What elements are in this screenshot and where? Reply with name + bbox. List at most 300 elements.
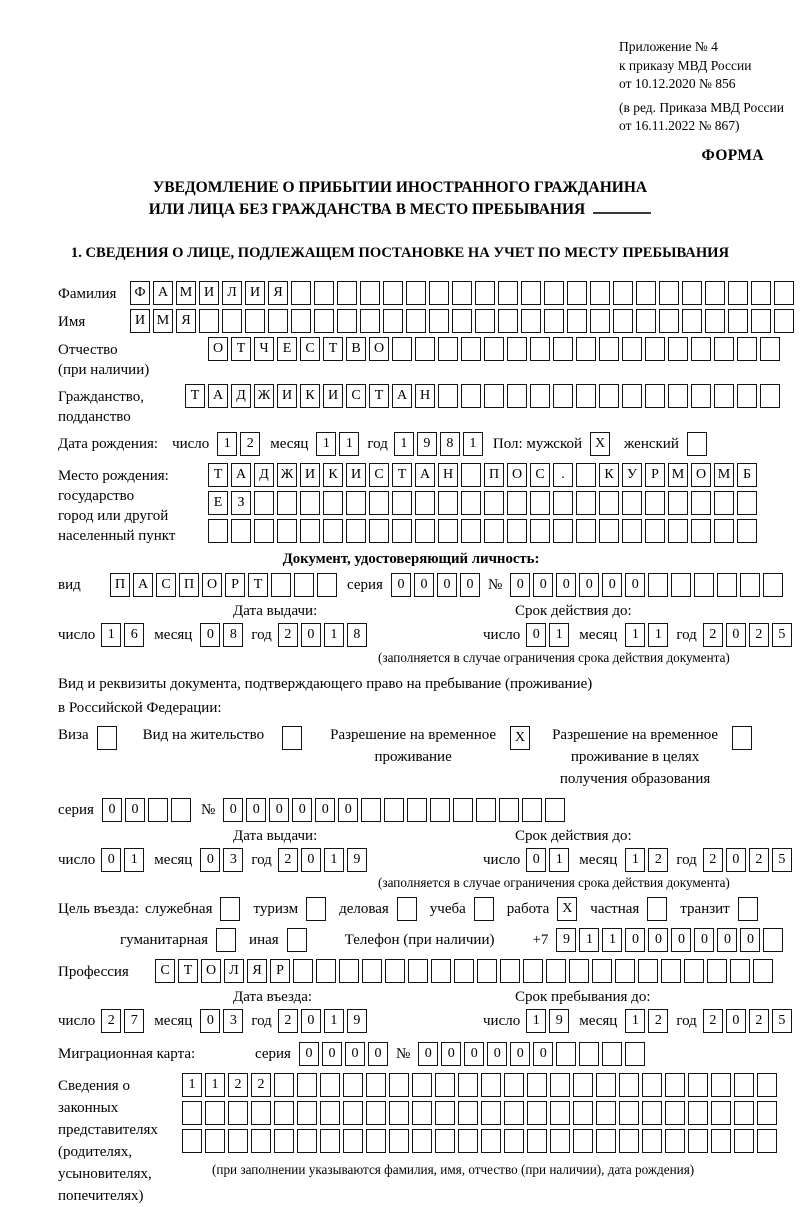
surname-cell-11[interactable] xyxy=(360,281,380,305)
permit-series-cell-4[interactable] xyxy=(171,798,191,822)
doc-kind-cell-10[interactable] xyxy=(317,573,337,597)
birth-place-line2-cell-2[interactable]: З xyxy=(231,491,251,515)
citizenship-cell-16[interactable] xyxy=(530,384,550,408)
sex-female-checkbox-cell-1[interactable] xyxy=(687,432,707,456)
birth-place-line1-cell-17[interactable] xyxy=(576,463,596,487)
phone-number-cell-5[interactable]: 0 xyxy=(648,928,668,952)
profession-cell-20[interactable] xyxy=(592,959,612,983)
migration-number-cell-5[interactable]: 0 xyxy=(510,1042,530,1066)
legal-reps-line1-cell-13[interactable] xyxy=(458,1073,478,1097)
surname-cell-2[interactable]: А xyxy=(153,281,173,305)
legal-reps-line3-cell-9[interactable] xyxy=(366,1129,386,1153)
patronymic-cell-6[interactable]: Т xyxy=(323,337,343,361)
birth-day-cell-1[interactable]: 1 xyxy=(217,432,237,456)
birth-place-line3-cell-21[interactable] xyxy=(668,519,688,543)
entry-year-cell-2[interactable]: 0 xyxy=(301,1009,321,1033)
doc-kind-cell-5[interactable]: О xyxy=(202,573,222,597)
identity-valid-year-cell-1[interactable]: 2 xyxy=(703,623,723,647)
permit-issue-month-cell-2[interactable]: 3 xyxy=(223,848,243,872)
birth-place-line3-cell-4[interactable] xyxy=(277,519,297,543)
birth-place-line3-cell-11[interactable] xyxy=(438,519,458,543)
birth-place-line2-cell-22[interactable] xyxy=(691,491,711,515)
permit-valid-month-cell-1[interactable]: 1 xyxy=(625,848,645,872)
identity-issue-day-cell-2[interactable]: 6 xyxy=(124,623,144,647)
given-name-cell-8[interactable] xyxy=(291,309,311,333)
legal-reps-line2-cell-5[interactable] xyxy=(274,1101,294,1125)
legal-reps-line2-cell-14[interactable] xyxy=(481,1101,501,1125)
permit-number-cell-9[interactable] xyxy=(407,798,427,822)
citizenship-cell-7[interactable]: И xyxy=(323,384,343,408)
migration-number-cell-7[interactable] xyxy=(556,1042,576,1066)
birth-place-line1-cell-2[interactable]: А xyxy=(231,463,251,487)
birth-place-line1-cell-24[interactable]: Б xyxy=(737,463,757,487)
identity-valid-month-cell-2[interactable]: 1 xyxy=(648,623,668,647)
patronymic-cell-18[interactable] xyxy=(599,337,619,361)
education-permit-checkbox-cell-1[interactable] xyxy=(732,726,752,750)
patronymic-cell-15[interactable] xyxy=(530,337,550,361)
phone-number-cell-3[interactable]: 1 xyxy=(602,928,622,952)
legal-reps-line3-cell-1[interactable] xyxy=(182,1129,202,1153)
citizenship-cell-24[interactable] xyxy=(714,384,734,408)
birth-place-line2-cell-13[interactable] xyxy=(484,491,504,515)
patronymic-cell-20[interactable] xyxy=(645,337,665,361)
patronymic-cell-17[interactable] xyxy=(576,337,596,361)
birth-year-cell-1[interactable]: 1 xyxy=(394,432,414,456)
birth-place-line2-cell-23[interactable] xyxy=(714,491,734,515)
migration-number-cell-10[interactable] xyxy=(625,1042,645,1066)
birth-place-line3-cell-16[interactable] xyxy=(553,519,573,543)
legal-reps-line2-cell-23[interactable] xyxy=(688,1101,708,1125)
legal-reps-line1-cell-12[interactable] xyxy=(435,1073,455,1097)
stay-month-cell-2[interactable]: 2 xyxy=(648,1009,668,1033)
permit-number-cell-13[interactable] xyxy=(499,798,519,822)
birth-year-cell-3[interactable]: 8 xyxy=(440,432,460,456)
identity-valid-month-cell-1[interactable]: 1 xyxy=(625,623,645,647)
purpose-inaya-checkbox-cell-1[interactable] xyxy=(287,928,307,952)
permit-number-cell-12[interactable] xyxy=(476,798,496,822)
birth-place-line1-cell-9[interactable]: Т xyxy=(392,463,412,487)
citizenship-cell-10[interactable]: А xyxy=(392,384,412,408)
birth-place-line2-cell-7[interactable] xyxy=(346,491,366,515)
citizenship-cell-22[interactable] xyxy=(668,384,688,408)
patronymic-cell-19[interactable] xyxy=(622,337,642,361)
profession-cell-3[interactable]: О xyxy=(201,959,221,983)
birth-place-line2-cell-8[interactable] xyxy=(369,491,389,515)
birth-place-line2-cell-19[interactable] xyxy=(622,491,642,515)
given-name-cell-1[interactable]: И xyxy=(130,309,150,333)
identity-issue-year-cell-2[interactable]: 0 xyxy=(301,623,321,647)
legal-reps-line3-cell-19[interactable] xyxy=(596,1129,616,1153)
legal-reps-line1-cell-8[interactable] xyxy=(343,1073,363,1097)
birth-place-line1-cell-10[interactable]: А xyxy=(415,463,435,487)
citizenship-cell-9[interactable]: Т xyxy=(369,384,389,408)
migration-number-cell-2[interactable]: 0 xyxy=(441,1042,461,1066)
legal-reps-line3-cell-26[interactable] xyxy=(757,1129,777,1153)
legal-reps-line1-cell-18[interactable] xyxy=(573,1073,593,1097)
birth-place-line3-cell-12[interactable] xyxy=(461,519,481,543)
given-name-cell-19[interactable] xyxy=(544,309,564,333)
surname-cell-21[interactable] xyxy=(590,281,610,305)
legal-reps-line1-cell-11[interactable] xyxy=(412,1073,432,1097)
birth-place-line1-cell-13[interactable]: П xyxy=(484,463,504,487)
phone-number-cell-9[interactable]: 0 xyxy=(740,928,760,952)
identity-issue-year-cell-3[interactable]: 1 xyxy=(324,623,344,647)
citizenship-cell-2[interactable]: А xyxy=(208,384,228,408)
entry-month-cell-1[interactable]: 0 xyxy=(200,1009,220,1033)
sex-male-checkbox-cell-1[interactable]: X xyxy=(590,432,610,456)
legal-reps-line3-cell-20[interactable] xyxy=(619,1129,639,1153)
surname-cell-6[interactable]: И xyxy=(245,281,265,305)
profession-cell-19[interactable] xyxy=(569,959,589,983)
purpose-sluzhebnaya-checkbox-cell-1[interactable] xyxy=(220,897,240,921)
surname-cell-18[interactable] xyxy=(521,281,541,305)
surname-cell-14[interactable] xyxy=(429,281,449,305)
legal-reps-line2-cell-11[interactable] xyxy=(412,1101,432,1125)
legal-reps-line1-cell-17[interactable] xyxy=(550,1073,570,1097)
phone-number-cell-7[interactable]: 0 xyxy=(694,928,714,952)
doc-kind-cell-9[interactable] xyxy=(294,573,314,597)
legal-reps-line2-cell-4[interactable] xyxy=(251,1101,271,1125)
migration-number-cell-8[interactable] xyxy=(579,1042,599,1066)
permit-number-cell-5[interactable]: 0 xyxy=(315,798,335,822)
surname-cell-20[interactable] xyxy=(567,281,587,305)
birth-place-line1-cell-22[interactable]: О xyxy=(691,463,711,487)
birth-day-cell-2[interactable]: 2 xyxy=(240,432,260,456)
legal-reps-line3-cell-14[interactable] xyxy=(481,1129,501,1153)
permit-number-cell-6[interactable]: 0 xyxy=(338,798,358,822)
surname-cell-16[interactable] xyxy=(475,281,495,305)
given-name-cell-14[interactable] xyxy=(429,309,449,333)
purpose-turizm-checkbox-cell-1[interactable] xyxy=(306,897,326,921)
permit-valid-month-cell-2[interactable]: 2 xyxy=(648,848,668,872)
permit-number-cell-4[interactable]: 0 xyxy=(292,798,312,822)
doc-kind-cell-1[interactable]: П xyxy=(110,573,130,597)
stay-month-cell-1[interactable]: 1 xyxy=(625,1009,645,1033)
doc-number-cell-3[interactable]: 0 xyxy=(556,573,576,597)
legal-reps-line3-cell-23[interactable] xyxy=(688,1129,708,1153)
permit-series-cell-2[interactable]: 0 xyxy=(125,798,145,822)
legal-reps-line1-cell-7[interactable] xyxy=(320,1073,340,1097)
legal-reps-line1-cell-21[interactable] xyxy=(642,1073,662,1097)
given-name-cell-9[interactable] xyxy=(314,309,334,333)
birth-place-line1-cell-14[interactable]: О xyxy=(507,463,527,487)
birth-place-line1-cell-16[interactable]: . xyxy=(553,463,573,487)
birth-place-line1-cell-7[interactable]: И xyxy=(346,463,366,487)
identity-valid-day-cell-2[interactable]: 1 xyxy=(549,623,569,647)
doc-number-cell-5[interactable]: 0 xyxy=(602,573,622,597)
legal-reps-line1-cell-19[interactable] xyxy=(596,1073,616,1097)
legal-reps-line2-cell-3[interactable] xyxy=(228,1101,248,1125)
permit-valid-year-cell-4[interactable]: 5 xyxy=(772,848,792,872)
surname-cell-13[interactable] xyxy=(406,281,426,305)
birth-year-cell-2[interactable]: 9 xyxy=(417,432,437,456)
legal-reps-line1-cell-4[interactable]: 2 xyxy=(251,1073,271,1097)
legal-reps-line2-cell-25[interactable] xyxy=(734,1101,754,1125)
surname-cell-19[interactable] xyxy=(544,281,564,305)
birth-place-line2-cell-9[interactable] xyxy=(392,491,412,515)
birth-place-line1-cell-11[interactable]: Н xyxy=(438,463,458,487)
given-name-cell-4[interactable] xyxy=(199,309,219,333)
citizenship-cell-4[interactable]: Ж xyxy=(254,384,274,408)
birth-place-line1-cell-3[interactable]: Д xyxy=(254,463,274,487)
patronymic-cell-16[interactable] xyxy=(553,337,573,361)
profession-cell-9[interactable] xyxy=(339,959,359,983)
stay-year-cell-3[interactable]: 2 xyxy=(749,1009,769,1033)
citizenship-cell-17[interactable] xyxy=(553,384,573,408)
permit-number-cell-14[interactable] xyxy=(522,798,542,822)
legal-reps-line3-cell-7[interactable] xyxy=(320,1129,340,1153)
birth-place-line3-cell-15[interactable] xyxy=(530,519,550,543)
permit-valid-year-cell-2[interactable]: 0 xyxy=(726,848,746,872)
migration-series-cell-1[interactable]: 0 xyxy=(299,1042,319,1066)
permit-issue-year-cell-3[interactable]: 1 xyxy=(324,848,344,872)
given-name-cell-7[interactable] xyxy=(268,309,288,333)
given-name-cell-6[interactable] xyxy=(245,309,265,333)
legal-reps-line2-cell-10[interactable] xyxy=(389,1101,409,1125)
citizenship-cell-19[interactable] xyxy=(599,384,619,408)
birth-place-line3-cell-2[interactable] xyxy=(231,519,251,543)
purpose-chastnaya-checkbox-cell-1[interactable] xyxy=(647,897,667,921)
patronymic-cell-3[interactable]: Ч xyxy=(254,337,274,361)
birth-place-line2-cell-3[interactable] xyxy=(254,491,274,515)
citizenship-cell-8[interactable]: С xyxy=(346,384,366,408)
identity-issue-year-cell-1[interactable]: 2 xyxy=(278,623,298,647)
given-name-cell-20[interactable] xyxy=(567,309,587,333)
purpose-tranzit-checkbox-cell-1[interactable] xyxy=(738,897,758,921)
legal-reps-line2-cell-6[interactable] xyxy=(297,1101,317,1125)
patronymic-cell-8[interactable]: О xyxy=(369,337,389,361)
patronymic-cell-22[interactable] xyxy=(691,337,711,361)
birth-place-line1-cell-12[interactable] xyxy=(461,463,481,487)
birth-place-line3-cell-22[interactable] xyxy=(691,519,711,543)
birth-place-line3-cell-14[interactable] xyxy=(507,519,527,543)
permit-number-cell-3[interactable]: 0 xyxy=(269,798,289,822)
birth-place-line2-cell-14[interactable] xyxy=(507,491,527,515)
legal-reps-line1-cell-6[interactable] xyxy=(297,1073,317,1097)
permit-issue-day-cell-1[interactable]: 0 xyxy=(101,848,121,872)
birth-place-line3-cell-8[interactable] xyxy=(369,519,389,543)
surname-cell-7[interactable]: Я xyxy=(268,281,288,305)
given-name-cell-15[interactable] xyxy=(452,309,472,333)
profession-cell-27[interactable] xyxy=(753,959,773,983)
birth-place-line1-cell-1[interactable]: Т xyxy=(208,463,228,487)
given-name-cell-12[interactable] xyxy=(383,309,403,333)
profession-cell-8[interactable] xyxy=(316,959,336,983)
legal-reps-line3-cell-6[interactable] xyxy=(297,1129,317,1153)
birth-place-line2-cell-4[interactable] xyxy=(277,491,297,515)
permit-issue-month-cell-1[interactable]: 0 xyxy=(200,848,220,872)
permit-issue-day-cell-2[interactable]: 1 xyxy=(124,848,144,872)
citizenship-cell-20[interactable] xyxy=(622,384,642,408)
doc-kind-cell-3[interactable]: С xyxy=(156,573,176,597)
profession-cell-23[interactable] xyxy=(661,959,681,983)
doc-number-cell-8[interactable] xyxy=(671,573,691,597)
purpose-rabota-checkbox-cell-1[interactable]: X xyxy=(557,897,577,921)
stay-year-cell-2[interactable]: 0 xyxy=(726,1009,746,1033)
legal-reps-line3-cell-17[interactable] xyxy=(550,1129,570,1153)
patronymic-cell-9[interactable] xyxy=(392,337,412,361)
patronymic-cell-11[interactable] xyxy=(438,337,458,361)
given-name-cell-25[interactable] xyxy=(682,309,702,333)
entry-year-cell-1[interactable]: 2 xyxy=(278,1009,298,1033)
legal-reps-line3-cell-22[interactable] xyxy=(665,1129,685,1153)
legal-reps-line3-cell-3[interactable] xyxy=(228,1129,248,1153)
given-name-cell-5[interactable] xyxy=(222,309,242,333)
birth-place-line1-cell-23[interactable]: М xyxy=(714,463,734,487)
citizenship-cell-18[interactable] xyxy=(576,384,596,408)
migration-number-cell-3[interactable]: 0 xyxy=(464,1042,484,1066)
patronymic-cell-5[interactable]: С xyxy=(300,337,320,361)
doc-kind-cell-6[interactable]: Р xyxy=(225,573,245,597)
given-name-cell-21[interactable] xyxy=(590,309,610,333)
legal-reps-line2-cell-22[interactable] xyxy=(665,1101,685,1125)
birth-place-line3-cell-20[interactable] xyxy=(645,519,665,543)
birth-place-line1-cell-20[interactable]: Р xyxy=(645,463,665,487)
permit-number-cell-1[interactable]: 0 xyxy=(223,798,243,822)
birth-place-line3-cell-6[interactable] xyxy=(323,519,343,543)
birth-place-line3-cell-18[interactable] xyxy=(599,519,619,543)
birth-place-line3-cell-10[interactable] xyxy=(415,519,435,543)
permit-number-cell-8[interactable] xyxy=(384,798,404,822)
entry-day-cell-2[interactable]: 7 xyxy=(124,1009,144,1033)
birth-place-line3-cell-24[interactable] xyxy=(737,519,757,543)
citizenship-cell-26[interactable] xyxy=(760,384,780,408)
surname-cell-27[interactable] xyxy=(728,281,748,305)
surname-cell-28[interactable] xyxy=(751,281,771,305)
legal-reps-line1-cell-26[interactable] xyxy=(757,1073,777,1097)
doc-number-cell-7[interactable] xyxy=(648,573,668,597)
doc-kind-cell-8[interactable] xyxy=(271,573,291,597)
legal-reps-line1-cell-20[interactable] xyxy=(619,1073,639,1097)
profession-cell-16[interactable] xyxy=(500,959,520,983)
visa-checkbox-cell-1[interactable] xyxy=(97,726,117,750)
entry-year-cell-3[interactable]: 1 xyxy=(324,1009,344,1033)
permit-number-cell-11[interactable] xyxy=(453,798,473,822)
permit-issue-year-cell-4[interactable]: 9 xyxy=(347,848,367,872)
phone-number-cell-2[interactable]: 1 xyxy=(579,928,599,952)
residence-permit-checkbox-cell-1[interactable] xyxy=(282,726,302,750)
migration-number-cell-1[interactable]: 0 xyxy=(418,1042,438,1066)
profession-cell-18[interactable] xyxy=(546,959,566,983)
patronymic-cell-1[interactable]: О xyxy=(208,337,228,361)
doc-number-cell-6[interactable]: 0 xyxy=(625,573,645,597)
phone-number-cell-10[interactable] xyxy=(763,928,783,952)
birth-place-line3-cell-1[interactable] xyxy=(208,519,228,543)
given-name-cell-11[interactable] xyxy=(360,309,380,333)
legal-reps-line2-cell-18[interactable] xyxy=(573,1101,593,1125)
birth-month-cell-2[interactable]: 1 xyxy=(339,432,359,456)
birth-place-line2-cell-15[interactable] xyxy=(530,491,550,515)
birth-place-line1-cell-8[interactable]: С xyxy=(369,463,389,487)
birth-place-line2-cell-17[interactable] xyxy=(576,491,596,515)
birth-place-line3-cell-13[interactable] xyxy=(484,519,504,543)
legal-reps-line2-cell-13[interactable] xyxy=(458,1101,478,1125)
legal-reps-line1-cell-23[interactable] xyxy=(688,1073,708,1097)
citizenship-cell-15[interactable] xyxy=(507,384,527,408)
permit-series-cell-1[interactable]: 0 xyxy=(102,798,122,822)
doc-number-cell-9[interactable] xyxy=(694,573,714,597)
legal-reps-line2-cell-2[interactable] xyxy=(205,1101,225,1125)
legal-reps-line2-cell-1[interactable] xyxy=(182,1101,202,1125)
citizenship-cell-23[interactable] xyxy=(691,384,711,408)
permit-valid-day-cell-2[interactable]: 1 xyxy=(549,848,569,872)
migration-series-cell-3[interactable]: 0 xyxy=(345,1042,365,1066)
stay-year-cell-4[interactable]: 5 xyxy=(772,1009,792,1033)
migration-number-cell-6[interactable]: 0 xyxy=(533,1042,553,1066)
surname-cell-10[interactable] xyxy=(337,281,357,305)
identity-valid-day-cell-1[interactable]: 0 xyxy=(526,623,546,647)
surname-cell-3[interactable]: М xyxy=(176,281,196,305)
legal-reps-line1-cell-14[interactable] xyxy=(481,1073,501,1097)
doc-series-cell-1[interactable]: 0 xyxy=(391,573,411,597)
birth-place-line2-cell-16[interactable] xyxy=(553,491,573,515)
permit-number-cell-2[interactable]: 0 xyxy=(246,798,266,822)
legal-reps-line3-cell-13[interactable] xyxy=(458,1129,478,1153)
phone-number-cell-1[interactable]: 9 xyxy=(556,928,576,952)
profession-cell-12[interactable] xyxy=(408,959,428,983)
patronymic-cell-23[interactable] xyxy=(714,337,734,361)
permit-number-cell-7[interactable] xyxy=(361,798,381,822)
stay-year-cell-1[interactable]: 2 xyxy=(703,1009,723,1033)
permit-number-cell-10[interactable] xyxy=(430,798,450,822)
given-name-cell-17[interactable] xyxy=(498,309,518,333)
birth-place-line2-cell-6[interactable] xyxy=(323,491,343,515)
profession-cell-1[interactable]: С xyxy=(155,959,175,983)
doc-kind-cell-7[interactable]: Т xyxy=(248,573,268,597)
birth-year-cell-4[interactable]: 1 xyxy=(463,432,483,456)
given-name-cell-13[interactable] xyxy=(406,309,426,333)
doc-number-cell-12[interactable] xyxy=(763,573,783,597)
given-name-cell-29[interactable] xyxy=(774,309,794,333)
permit-issue-year-cell-1[interactable]: 2 xyxy=(278,848,298,872)
doc-series-cell-2[interactable]: 0 xyxy=(414,573,434,597)
legal-reps-line3-cell-24[interactable] xyxy=(711,1129,731,1153)
profession-cell-25[interactable] xyxy=(707,959,727,983)
phone-number-cell-6[interactable]: 0 xyxy=(671,928,691,952)
surname-cell-12[interactable] xyxy=(383,281,403,305)
legal-reps-line2-cell-16[interactable] xyxy=(527,1101,547,1125)
birth-place-line3-cell-19[interactable] xyxy=(622,519,642,543)
surname-cell-9[interactable] xyxy=(314,281,334,305)
patronymic-cell-25[interactable] xyxy=(760,337,780,361)
profession-cell-13[interactable] xyxy=(431,959,451,983)
birth-place-line1-cell-6[interactable]: К xyxy=(323,463,343,487)
doc-number-cell-1[interactable]: 0 xyxy=(510,573,530,597)
legal-reps-line2-cell-12[interactable] xyxy=(435,1101,455,1125)
surname-cell-1[interactable]: Ф xyxy=(130,281,150,305)
birth-place-line2-cell-12[interactable] xyxy=(461,491,481,515)
given-name-cell-22[interactable] xyxy=(613,309,633,333)
citizenship-cell-5[interactable]: И xyxy=(277,384,297,408)
legal-reps-line3-cell-4[interactable] xyxy=(251,1129,271,1153)
citizenship-cell-6[interactable]: К xyxy=(300,384,320,408)
birth-place-line3-cell-17[interactable] xyxy=(576,519,596,543)
permit-series-cell-3[interactable] xyxy=(148,798,168,822)
legal-reps-line2-cell-7[interactable] xyxy=(320,1101,340,1125)
legal-reps-line2-cell-19[interactable] xyxy=(596,1101,616,1125)
given-name-cell-26[interactable] xyxy=(705,309,725,333)
profession-cell-4[interactable]: Л xyxy=(224,959,244,983)
profession-cell-17[interactable] xyxy=(523,959,543,983)
patronymic-cell-21[interactable] xyxy=(668,337,688,361)
birth-place-line2-cell-11[interactable] xyxy=(438,491,458,515)
permit-valid-day-cell-1[interactable]: 0 xyxy=(526,848,546,872)
legal-reps-line3-cell-25[interactable] xyxy=(734,1129,754,1153)
profession-cell-15[interactable] xyxy=(477,959,497,983)
permit-valid-year-cell-3[interactable]: 2 xyxy=(749,848,769,872)
birth-place-line2-cell-20[interactable] xyxy=(645,491,665,515)
identity-valid-year-cell-4[interactable]: 5 xyxy=(772,623,792,647)
